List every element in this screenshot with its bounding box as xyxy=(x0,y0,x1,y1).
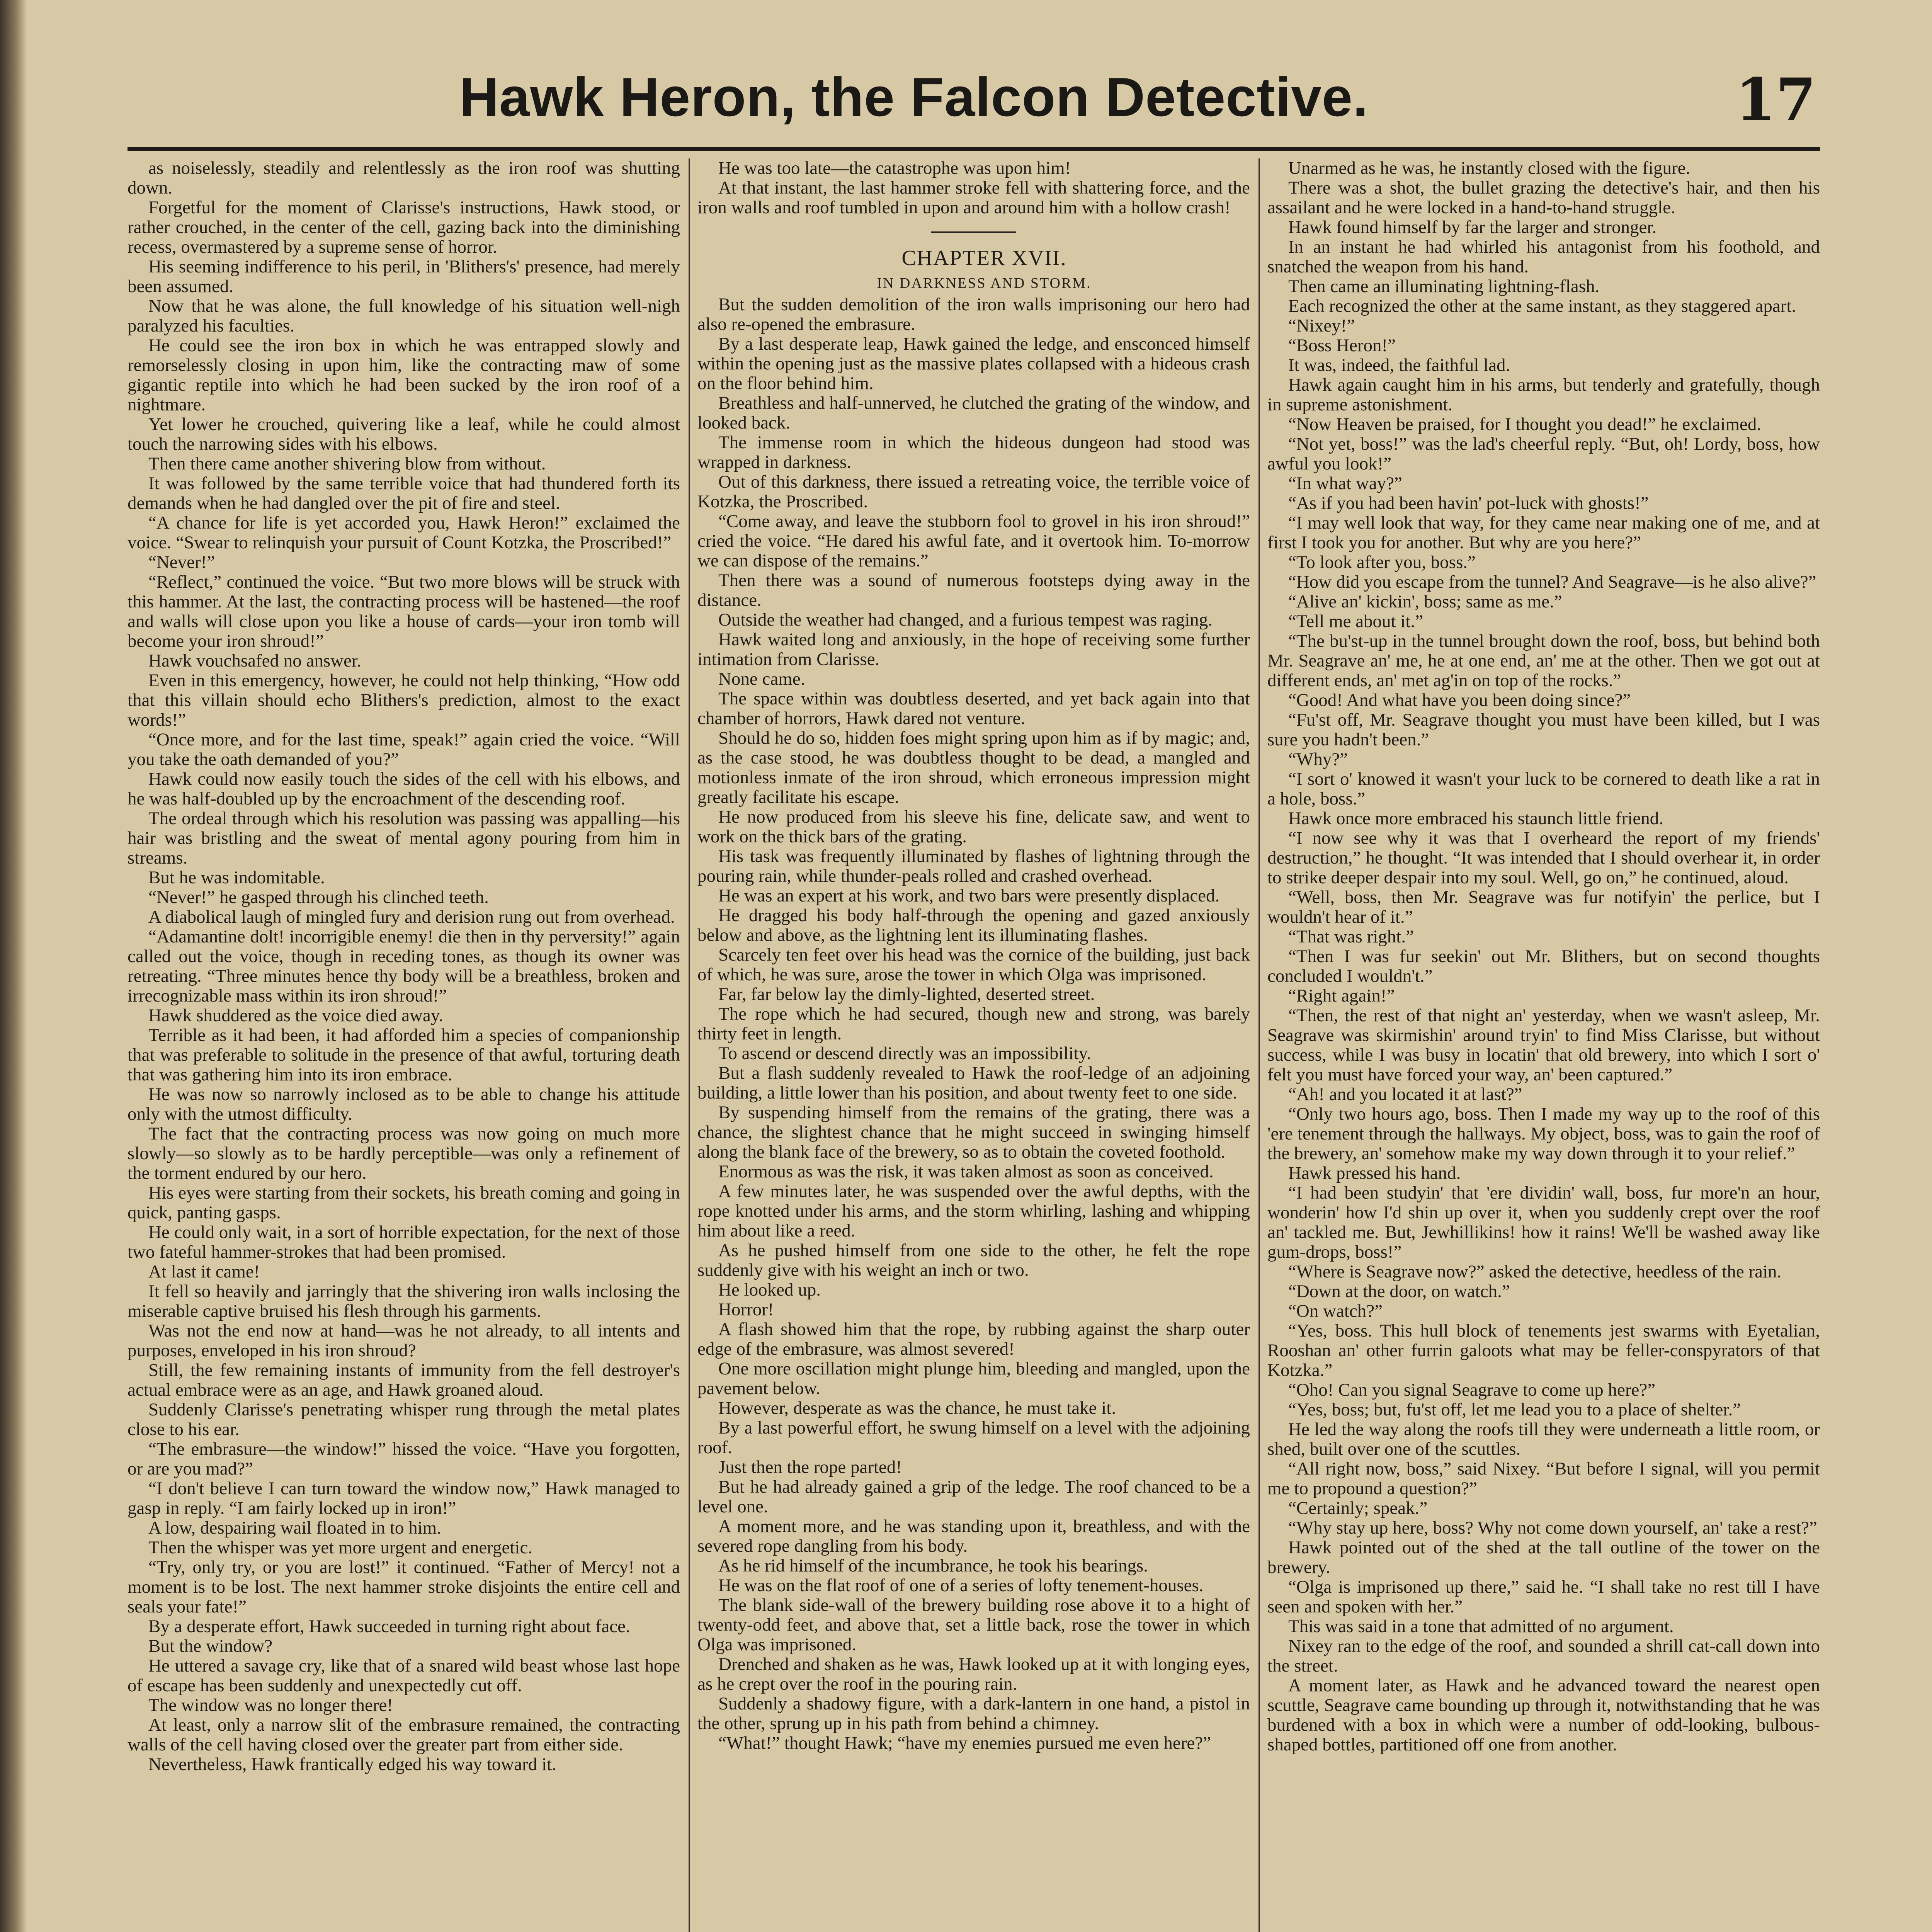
paragraph: “The bu'st-up in the tunnel brought down the roof, boss, but behind both Mr. Seagrave an' me, he at one end, an' me at the other. Then we got out at different ends, an' met ag'in on top of the rocks.” xyxy=(1267,631,1820,690)
paragraph: “Reflect,” continued the voice. “But two more blows will be struck with this hammer. At the last, the contracting process will be hastened—the roof and walls will close upon you like a house of cards—your iron tomb will become your iron shroud!” xyxy=(128,572,680,651)
paragraph: “What!” thought Hawk; “have my enemies pursued me even here?” xyxy=(718,1733,1211,1753)
column-rule xyxy=(1259,158,1260,1932)
column-2-body xyxy=(697,295,1250,1753)
paragraph: “On watch?” xyxy=(1288,1301,1383,1321)
page-header xyxy=(128,58,1820,151)
binding-spine xyxy=(0,0,27,1932)
paragraph: One more oscillation might plunge him, bleeding and mangled, upon the pavement below. xyxy=(697,1359,1250,1398)
column-3 xyxy=(1267,158,1820,1932)
paragraph: A moment later, as Hawk and he advanced toward the nearest open scuttle, Seagrave came bounding up through it, notwithstanding that he was burdened with a box in which were a number of odd-looking, bulbous-shaped bottles, partitioned off one from another. xyxy=(1267,1675,1820,1755)
paragraph: Still, the few remaining instants of immunity from the fell destroyer's actual embrace were as an age, and Hawk groaned aloud. xyxy=(128,1360,680,1400)
chapter-heading: CHAPTER XVII. xyxy=(901,246,1067,270)
paragraph: He dragged his body half-through the opening and gazed anxiously below and above, as the lightning lent its illuminating flashes. xyxy=(697,905,1250,945)
paragraph: “Yes, boss. This hull block of tenements jest swarms with Eyetalian, Rooshan an' other furrin galoots what may be feller-conspyrators of that Kotzka.” xyxy=(1267,1321,1820,1380)
paragraph: Hawk again caught him in his arms, but tenderly and gratefully, though in supreme astonishment. xyxy=(1267,375,1820,415)
paragraph: as noiselessly, steadily and relentlessly as the iron roof was shutting down. xyxy=(128,158,680,198)
column-1 xyxy=(128,158,680,1932)
paragraph: He was an expert at his work, and two bars were presently displaced. xyxy=(718,886,1220,906)
paragraph: Hawk shuddered as the voice died away. xyxy=(148,1005,444,1026)
paragraph: The blank side-wall of the brewery building rose above it to a hight of twenty-odd feet, and above that, set a little back, rose the tower in which Olga was imprisoned. xyxy=(697,1595,1250,1655)
paragraph: “I had been studyin' that 'ere dividin' wall, boss, fur more'n an hour, wonderin' how I'd shin up over it, when you suddenly crept over the roof an' tackled me. But, Jewhillikins! how it rains! We'll be washed away like gum-drops, boss!” xyxy=(1267,1183,1820,1262)
paragraph: “That was right.” xyxy=(1288,927,1414,947)
paragraph: “Come away, and leave the stubborn fool to grovel in his iron shroud!” cried the voice. “He dared his awful fate, and it overtook him. To-morrow we can dispose of the remains.” xyxy=(697,511,1250,571)
paragraph: Suddenly Clarisse's penetrating whisper rung through the metal plates close to his ear. xyxy=(128,1400,680,1439)
paragraph: “In what way?” xyxy=(1288,473,1402,493)
paragraph: He was too late—the catastrophe was upon him! xyxy=(718,158,1071,178)
paragraph: Should he do so, hidden foes might spring upon him as if by magic; and, as the case stood, he was doubtless thought to be dead, a mangled and motionless inmate of the iron shroud, which erroneous impression might greatly facilitate his escape. xyxy=(697,728,1250,807)
paragraph: “I don't believe I can turn toward the window now,” Hawk managed to gasp in reply. “I am fairly locked up in iron!” xyxy=(128,1478,680,1518)
paragraph: “Then I was fur seekin' out Mr. Blithers, but on second thoughts concluded I wouldn't.” xyxy=(1267,946,1820,986)
paragraph: “Right again!” xyxy=(1288,986,1395,1006)
paragraph: Hawk pointed out of the shed at the tall outline of the tower on the brewery. xyxy=(1267,1537,1820,1577)
paragraph: There was a shot, the bullet grazing the detective's hair, and then his assailant and he were locked in a hand-to-hand struggle. xyxy=(1267,178,1820,218)
paragraph: The rope which he had secured, though new and strong, was barely thirty feet in length. xyxy=(697,1004,1250,1044)
paragraph: As he rid himself of the incumbrance, he took his bearings. xyxy=(718,1556,1148,1576)
paragraph: “Where is Seagrave now?” asked the detective, heedless of the rain. xyxy=(1288,1262,1782,1282)
paragraph: Breathless and half-unnerved, he clutched the grating of the window, and looked back. xyxy=(697,393,1250,433)
paragraph: “I may well look that way, for they came near making one of me, and at first I took you for another. But why are you here?” xyxy=(1267,513,1820,553)
paragraph: A few minutes later, he was suspended over the awful depths, with the rope knotted under his arms, and the storm whirling, lashing and whipping him about like a reed. xyxy=(697,1181,1250,1241)
paragraph: A flash showed him that the rope, by rubbing against the sharp outer edge of the embrasure, was almost severed! xyxy=(697,1319,1250,1359)
paragraph: “Good! And what have you been doing since?” xyxy=(1288,690,1631,710)
paragraph: Now that he was alone, the full knowledge of his situation well-nigh paralyzed his faculties. xyxy=(128,296,680,336)
paragraph: Nevertheless, Hawk frantically edged his way toward it. xyxy=(148,1754,556,1774)
paragraph: But a flash suddenly revealed to Hawk the roof-ledge of an adjoining building, a little lower than his position, and about twenty feet to one side. xyxy=(697,1063,1250,1103)
paragraph: The ordeal through which his resolution was passing was appalling—his hair was bristling and the sweat of mental agony pouring from him in streams. xyxy=(128,808,680,868)
paragraph: “Well, boss, then Mr. Seagrave was fur notifyin' the perlice, but I wouldn't hear of it.” xyxy=(1267,887,1820,927)
paragraph: He uttered a savage cry, like that of a snared wild beast whose last hope of escape has been suddenly and unexpectedly cut off. xyxy=(128,1656,680,1696)
paragraph: “Why stay up here, boss? Why not come down yourself, an' take a rest?” xyxy=(1288,1518,1817,1538)
paragraph: Forgetful for the moment of Clarisse's instructions, Hawk stood, or rather crouched, in the center of the cell, gazing back into the diminishing recess, overmastered by a supreme sense of horror. xyxy=(128,197,680,257)
paragraph: “As if you had been havin' pot-luck with ghosts!” xyxy=(1288,493,1649,513)
paragraph: “I sort o' knowed it wasn't your luck to be cornered to death like a rat in a hole, boss.” xyxy=(1267,769,1820,809)
paragraph: Hawk once more embraced his staunch little friend. xyxy=(1288,808,1663,828)
paragraph: Drenched and shaken as he was, Hawk looked up at it with longing eyes, as he crept over the roof in the pouring rain. xyxy=(697,1654,1250,1694)
paragraph: “Now Heaven be praised, for I thought you dead!” he exclaimed. xyxy=(1288,414,1762,434)
paragraph: By suspending himself from the remains of the grating, there was a chance, the slightest chance that he might succeed in swinging himself along the blank face of the brewery, so as to obtain the coveted foothold. xyxy=(697,1102,1250,1162)
paragraph: To ascend or descend directly was an impossibility. xyxy=(718,1043,1091,1063)
paragraph: The space within was doubtless deserted, and yet back again into that chamber of horrors, Hawk dared not venture. xyxy=(697,689,1250,728)
paragraph: The window was no longer there! xyxy=(148,1695,393,1715)
paragraph: Each recognized the other at the same instant, as they staggered apart. xyxy=(1288,296,1796,316)
paragraph: The fact that the contracting process was now going on much more slowly—so slowly as to be hardly perceptible—was only a refinement of the torment endured by our hero. xyxy=(128,1124,680,1183)
paragraph: “Why?” xyxy=(1288,749,1348,769)
paragraph: “I now see why it was that I overheard the report of my friends' destruction,” he thought. “It was intended that I should overhear it, in order to strike deeper despair into my soul. Well, go on,” he continued, aloud. xyxy=(1267,828,1820,888)
paragraph: As he pushed himself from one side to the other, he felt the rope suddenly give with his weight an inch or two. xyxy=(697,1240,1250,1280)
paragraph: “Nixey!” xyxy=(1288,316,1355,336)
paragraph: He could only wait, in a sort of horrible expectation, for the next of those two fateful hammer-strokes that had been promised. xyxy=(128,1222,680,1262)
paragraph: He now produced from his sleeve his fine, delicate saw, and went to work on the thick bars of the grating. xyxy=(697,807,1250,847)
chapter-subheading: IN DARKNESS AND STORM. xyxy=(877,275,1092,291)
paragraph: “Down at the door, on watch.” xyxy=(1288,1281,1510,1301)
column-2-intro xyxy=(697,158,1250,218)
paragraph: At that instant, the last hammer stroke fell with shattering force, and the iron walls and roof tumbled in upon and around him with a hollow crash! xyxy=(697,178,1250,218)
paragraph: Was not the end now at hand—was he not already, to all intents and purposes, enveloped in his iron shroud? xyxy=(128,1321,680,1361)
paragraph: The immense room in which the hideous dungeon had stood was wrapped in darkness. xyxy=(697,432,1250,472)
paragraph: “Ah! and you located it at last?” xyxy=(1288,1084,1522,1104)
paragraph: It fell so heavily and jarringly that the shivering iron walls inclosing the miserable captive bruised his flesh through his garments. xyxy=(128,1281,680,1321)
paragraph: He was now so narrowly inclosed as to be able to change his attitude only with the utmost difficulty. xyxy=(128,1084,680,1124)
paragraph: He led the way along the roofs till they were underneath a little room, or shed, built over one of the scuttles. xyxy=(1267,1419,1820,1459)
paragraph: Scarcely ten feet over his head was the cornice of the building, just back of which, he was sure, arose the tower in which Olga was imprisoned. xyxy=(697,945,1250,985)
page-number: 17 xyxy=(1735,66,1816,134)
paragraph: Just then the rope parted! xyxy=(718,1457,902,1477)
paragraph: Suddenly a shadowy figure, with a dark-lantern in one hand, a pistol in the other, sprung up in his path from behind a chimney. xyxy=(697,1694,1250,1733)
paragraph: Hawk pressed his hand. xyxy=(1288,1163,1461,1183)
paragraph: But he was indomitable. xyxy=(148,867,325,888)
paragraph: This was said in a tone that admitted of no argument. xyxy=(1288,1616,1674,1636)
paragraph: Hawk waited long and anxiously, in the hope of receiving some further intimation from Clarisse. xyxy=(697,629,1250,669)
paragraph: “Certainly; speak.” xyxy=(1288,1498,1428,1518)
paragraph: But he had already gained a grip of the ledge. The roof chanced to be a level one. xyxy=(697,1477,1250,1517)
paragraph: “The embrasure—the window!” hissed the voice. “Have you forgotten, or are you mad?” xyxy=(128,1439,680,1479)
paragraph: “Only two hours ago, boss. Then I made my way up to the roof of this 'ere tenement through the hallways. My object, boss, was to gain the roof of the brewery, an' somehow make my way down through it to your relief.” xyxy=(1267,1104,1820,1163)
paragraph: “Alive an' kickin', boss; same as me.” xyxy=(1288,592,1562,612)
paragraph: Terrible as it had been, it had afforded him a species of companionship that was preferable to solitude in the presence of that awful, torturing death that was gathering him into its iron embrace. xyxy=(128,1025,680,1085)
paragraph: “Yes, boss; but, fu'st off, let me lead you to a place of shelter.” xyxy=(1288,1400,1741,1420)
paragraph: However, desperate as was the chance, he must take it. xyxy=(718,1398,1116,1418)
paragraph: A low, despairing wail floated in to him. xyxy=(148,1518,441,1538)
column-2 xyxy=(697,158,1250,1932)
paragraph: Hawk vouchsafed no answer. xyxy=(148,651,361,671)
paragraph: Outside the weather had changed, and a furious tempest was raging. xyxy=(718,610,1213,630)
paragraph: He was on the flat roof of one of a series of lofty tenement-houses. xyxy=(718,1575,1204,1595)
paragraph: It was, indeed, the faithful lad. xyxy=(1288,355,1510,375)
paragraph: “Once more, and for the last time, speak!” again cried the voice. “Will you take the oath demanded of you?” xyxy=(128,730,680,769)
paragraph: In an instant he had whirled his antagonist from his foothold, and snatched the weapon from his hand. xyxy=(1267,237,1820,277)
paragraph: Hawk found himself by far the larger and stronger. xyxy=(1288,217,1657,237)
paragraph: Then came an illuminating lightning-flash. xyxy=(1288,276,1600,296)
paragraph: By a last powerful effort, he swung himself on a level with the adjoining roof. xyxy=(697,1418,1250,1458)
text-columns xyxy=(128,158,1820,1932)
paragraph: His task was frequently illuminated by flashes of lightning through the pouring rain, while thunder-peals rolled and crashed overhead. xyxy=(697,846,1250,886)
paragraph: At last it came! xyxy=(148,1262,260,1282)
paragraph: Horror! xyxy=(718,1299,774,1320)
paragraph: None came. xyxy=(718,669,805,689)
paragraph: His seeming indifference to his peril, in 'Blithers's' presence, had merely been assumed. xyxy=(128,257,680,296)
paragraph: “How did you escape from the tunnel? And Seagrave—is he also alive?” xyxy=(1288,572,1816,592)
paragraph: His eyes were starting from their sockets, his breath coming and going in quick, panting gasps. xyxy=(128,1183,680,1223)
paragraph: “Adamantine dolt! incorrigible enemy! die then in thy perversity!” again called out the voice, though in receding tones, as though its owner was retreating. “Three minutes hence thy body will be a breathless, broken and irrecognizable mass within its iron shroud!” xyxy=(128,927,680,1006)
paragraph: He looked up. xyxy=(718,1280,821,1300)
paragraph: Yet lower he crouched, quivering like a leaf, while he could almost touch the narrowing sides with his elbows. xyxy=(128,414,680,454)
running-title: Hawk Heron, the Falcon Detective. xyxy=(459,66,1369,128)
paragraph: “Olga is imprisoned up there,” said he. “I shall take no rest till I have seen and spoken with her.” xyxy=(1267,1577,1820,1617)
paragraph: “Fu'st off, Mr. Seagrave thought you must have been killed, but I was sure you hadn't been.” xyxy=(1267,710,1820,750)
paragraph: Far, far below lay the dimly-lighted, deserted street. xyxy=(718,984,1095,1004)
paragraph: By a desperate effort, Hawk succeeded in turning right about face. xyxy=(148,1616,630,1636)
paragraph: “Boss Heron!” xyxy=(1288,335,1396,355)
paragraph: By a last desperate leap, Hawk gained the ledge, and ensconced himself within the opening just as the massive plates collapsed with a hideous crash on the floor behind him. xyxy=(697,334,1250,393)
paragraph: But the sudden demolition of the iron walls imprisoning our hero had also re-opened the embrasure. xyxy=(697,294,1250,334)
paragraph: A diabolical laugh of mingled fury and derision rung out from overhead. xyxy=(148,907,675,927)
paragraph: But the window? xyxy=(148,1636,273,1656)
paragraph: “Oho! Can you signal Seagrave to come up here?” xyxy=(1288,1380,1656,1400)
paragraph: A moment more, and he was standing upon it, breathless, and with the severed rope dangling from his body. xyxy=(697,1516,1250,1556)
paragraph: Unarmed as he was, he instantly closed with the figure. xyxy=(1288,158,1690,178)
paragraph: Out of this darkness, there issued a retreating voice, the terrible voice of Kotzka, the Proscribed. xyxy=(697,472,1250,512)
paragraph: At least, only a narrow slit of the embrasure remained, the contracting walls of the cell having closed over the greater part from either side. xyxy=(128,1715,680,1755)
paragraph: “Not yet, boss!” was the lad's cheerful reply. “But, oh! Lordy, boss, how awful you look!” xyxy=(1267,434,1820,474)
column-rule xyxy=(689,158,690,1932)
paragraph: “Never!” he gasped through his clinched teeth. xyxy=(148,887,489,907)
paragraph: Nixey ran to the edge of the roof, and sounded a shrill cat-call down into the street. xyxy=(1267,1636,1820,1676)
chapter-divider xyxy=(931,231,1016,233)
paragraph: “Never!” xyxy=(148,552,215,572)
paragraph: It was followed by the same terrible voice that had thundered forth its demands when he had dangled over the pit of fire and steel. xyxy=(128,473,680,513)
paragraph: Then the whisper was yet more urgent and energetic. xyxy=(148,1537,533,1558)
paragraph: Enormous as was the risk, it was taken almost as soon as conceived. xyxy=(718,1162,1214,1182)
paragraph: “All right now, boss,” said Nixey. “But before I signal, will you permit me to propound a question?” xyxy=(1267,1459,1820,1498)
paragraph: “To look after you, boss.” xyxy=(1288,552,1476,572)
paragraph: “Tell me about it.” xyxy=(1288,611,1423,631)
paragraph: “Then, the rest of that night an' yesterday, when we wasn't asleep, Mr. Seagrave was skirmishin' around tryin' to find Miss Clarisse, but without success, while I was busy in locatin' that old brewery, into which I sort o' felt you must have forced your way, an' been captured.” xyxy=(1267,1005,1820,1085)
paragraph: “Try, only try, or you are lost!” it continued. “Father of Mercy! not a moment is to be lost. The next hammer stroke disjoints the entire cell and seals your fate!” xyxy=(128,1557,680,1617)
paragraph: Hawk could now easily touch the sides of the cell with his elbows, and he was half-doubled up by the encroachment of the descending roof. xyxy=(128,769,680,809)
paragraph: Then there was a sound of numerous footsteps dying away in the distance. xyxy=(697,570,1250,610)
paragraph: Then there came another shivering blow from without. xyxy=(148,454,546,474)
paragraph: “A chance for life is yet accorded you, Hawk Heron!” exclaimed the voice. “Swear to relinquish your pursuit of Count Kotzka, the Proscribed!” xyxy=(128,513,680,553)
paragraph: He could see the iron box in which he was entrapped slowly and remorselessly closing in upon him, like the contracting maw of some gigantic reptile into which he had been sucked by the iron roof of a nightmare. xyxy=(128,335,680,415)
paragraph: Even in this emergency, however, he could not help thinking, “How odd that this villain should echo Blithers's prediction, almost to the exact words!” xyxy=(128,670,680,730)
